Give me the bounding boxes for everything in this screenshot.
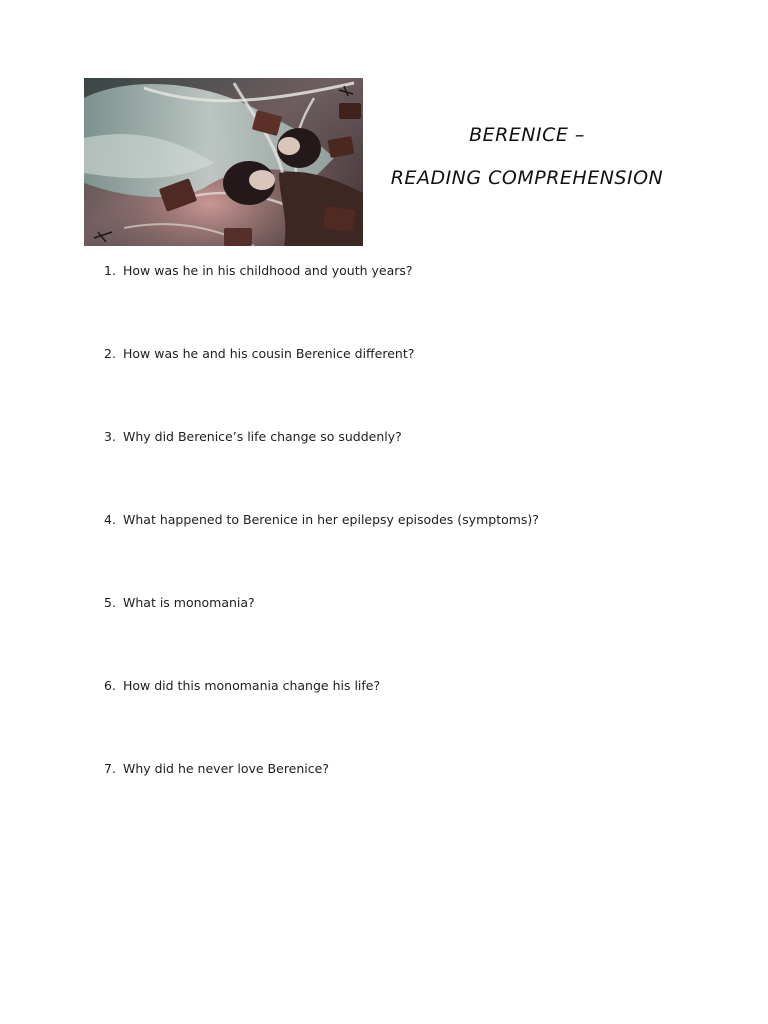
question-number: 4.: [104, 512, 116, 527]
question-list: [104, 262, 539, 843]
question-number: 7.: [104, 761, 116, 776]
question-item-1: [104, 262, 539, 345]
question-number: 1.: [104, 263, 116, 278]
question-text: What is monomania?: [123, 595, 255, 610]
question-number: 6.: [104, 678, 116, 693]
question-item-7: [104, 760, 539, 843]
question-number: 3.: [104, 429, 116, 444]
question-item-3: [104, 428, 539, 511]
question-text: Why did he never love Berenice?: [123, 761, 329, 776]
question-text: How did this monomania change his life?: [123, 678, 381, 693]
question-item-2: [104, 345, 539, 428]
document-title-line1: BERENICE –: [469, 124, 585, 146]
question-text: How was he and his cousin Berenice different?: [123, 346, 415, 361]
document-title-line2: READING COMPREHENSION: [390, 167, 664, 189]
question-text: What happened to Berenice in her epilepsy episodes (symptoms)?: [123, 512, 539, 527]
question-item-6: [104, 677, 539, 760]
book-illustration: [84, 78, 363, 246]
question-number: 2.: [104, 346, 116, 361]
question-item-5: [104, 594, 539, 677]
question-text: How was he in his childhood and youth years?: [123, 263, 413, 278]
question-item-4: [104, 511, 539, 594]
illustration-art: [84, 78, 363, 246]
question-number: 5.: [104, 595, 116, 610]
question-text: Why did Berenice’s life change so suddenly?: [123, 429, 402, 444]
